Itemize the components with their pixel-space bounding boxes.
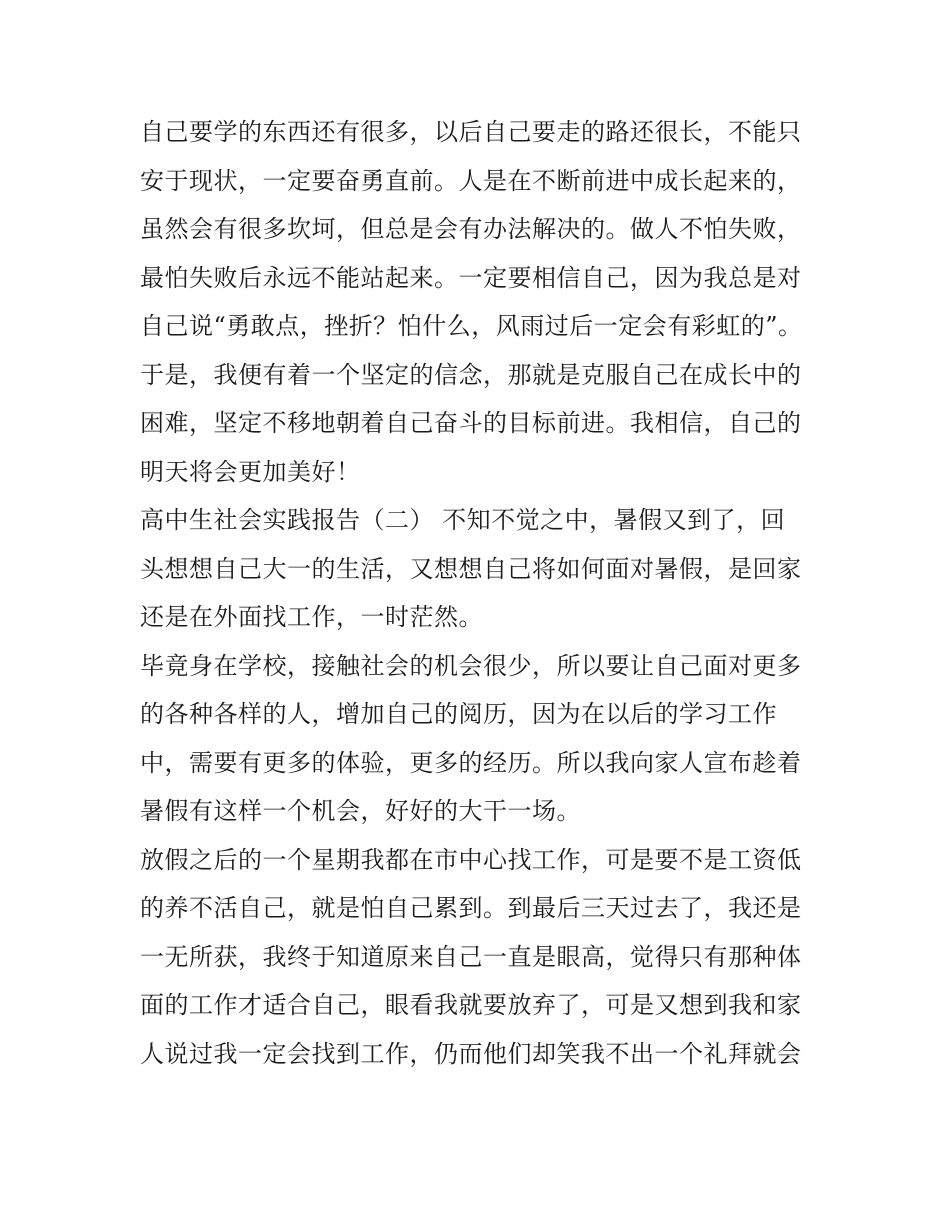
text-line: 的各种各样的人，增加自己的阅历，因为在以后的学习工作 <box>140 700 777 728</box>
text-line: 暑假有这样一个机会，好好的大干一场。 <box>140 797 581 825</box>
text-line: 一无所获，我终于知道原来自己一直是眼高，觉得只有那种体 <box>140 942 802 971</box>
text-line: 毕竟身在学校，接触社会的机会很少，所以要让自己面对更多 <box>140 651 802 680</box>
text-line: 困难，坚定不移地朝着自己奋斗的目标前进。我相信，自己的 <box>140 409 802 437</box>
text-line: 自己要学的东西还有很多，以后自己要走的路还很长，不能只 <box>140 118 802 146</box>
document-body <box>140 108 820 1078</box>
text-line: 最怕失败后永远不能站起来。一定要相信自己，因为我总是对 <box>140 263 802 292</box>
text-line: 于是，我便有着一个坚定的信念，那就是克服自己在成长中的 <box>140 360 802 389</box>
text-line: 安于现状，一定要奋勇直前。人是在不断前进中成长起来的， <box>140 166 802 195</box>
text-line: 明天将会更加美好！ <box>140 457 361 486</box>
text-line: 还是在外面找工作，一时茫然。 <box>140 603 483 631</box>
text-line: 放假之后的一个星期我都在市中心找工作，可是要不是工资低 <box>140 845 802 874</box>
text-line: 自己说“勇敢点，挫折？怕什么，风雨过后一定会有彩虹的”。 <box>140 312 803 340</box>
text-line: 虽然会有很多坎坷，但总是会有办法解决的。做人不怕失败， <box>140 215 802 243</box>
text-line: 面的工作才适合自己，眼看我就要放弃了，可是又想到我和家 <box>140 991 802 1019</box>
text-line: 人说过我一定会找到工作，仍而他们却笑我不出一个礼拜就会 <box>140 1039 802 1068</box>
section-heading-line: 高中生社会实践报告（二） 不知不觉之中，暑假又到了，回 <box>140 506 786 534</box>
text-line: 头想想自己大一的生活，又想想自己将如何面对暑假，是回家 <box>140 554 802 583</box>
text-line: 中，需要有更多的体验，更多的经历。所以我向家人宣布趁着 <box>140 748 802 777</box>
text-line: 的养不活自己，就是怕自己累到。到最后三天过去了，我还是 <box>140 894 802 922</box>
